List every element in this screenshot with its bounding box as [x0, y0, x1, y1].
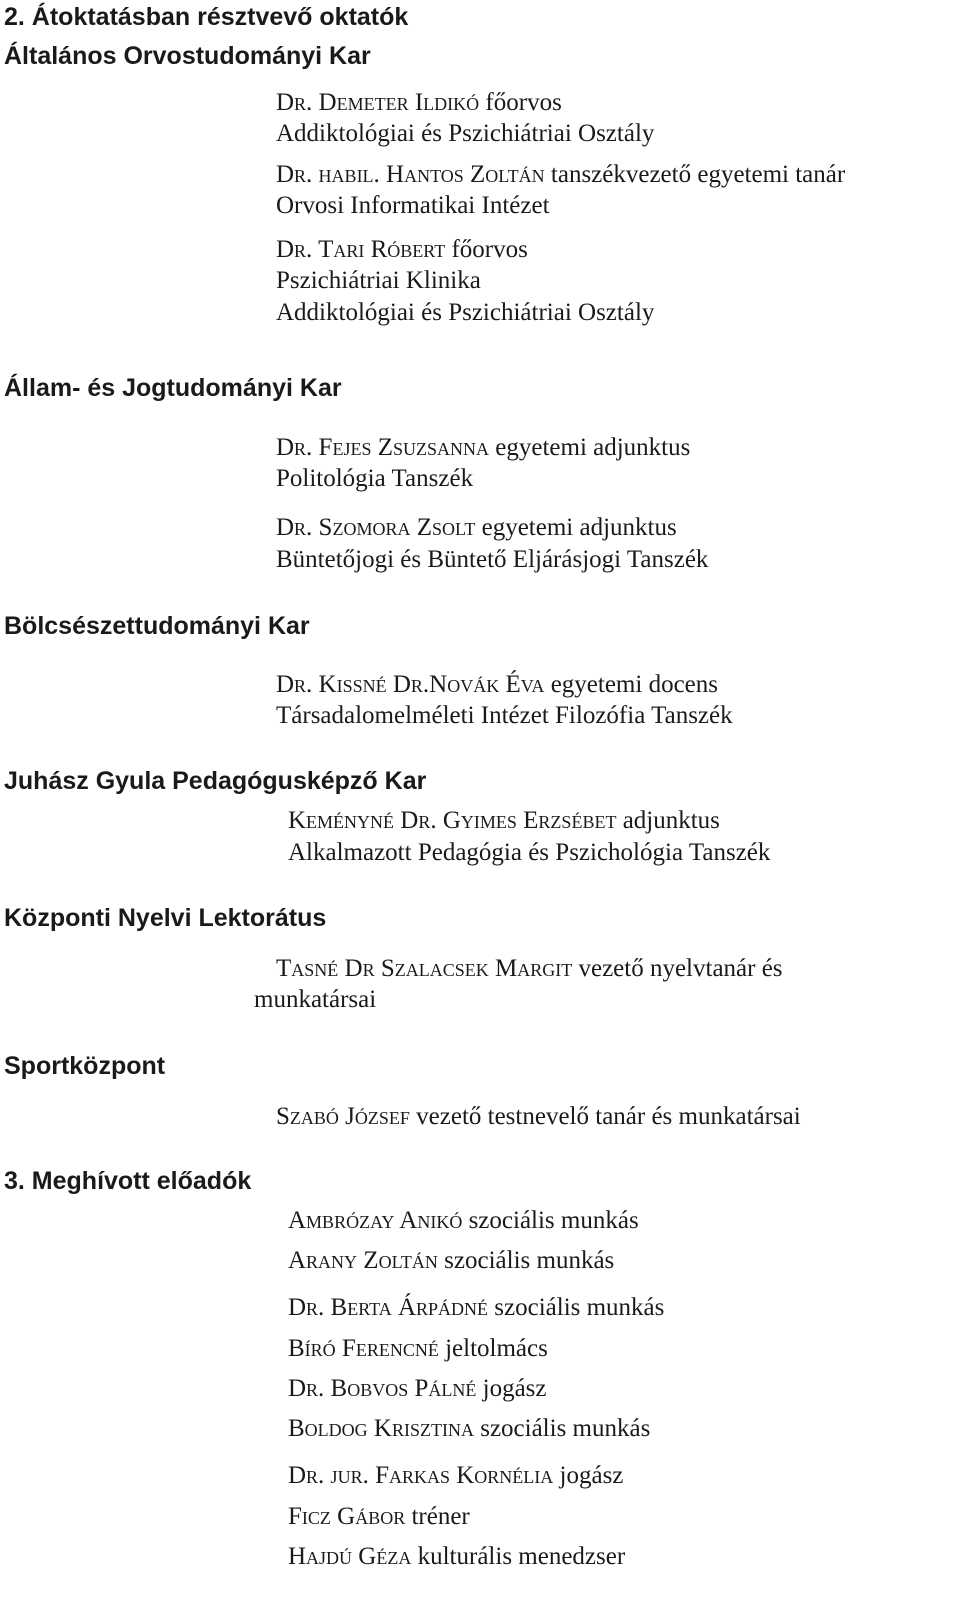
instructor-entry [276, 954, 783, 984]
instructor-entry [276, 513, 677, 543]
instructor-unit: Alkalmazott Pedagógia és Pszichológia Tanszék [288, 839, 771, 866]
instructor-role: főorvos [451, 236, 528, 263]
speaker-role: jogász [482, 1375, 547, 1402]
speaker-entry [288, 1334, 548, 1364]
instructor-entry [276, 235, 528, 265]
instructor-unit: Addiktológiai és Pszichiátriai Osztály [276, 299, 655, 326]
instructor-name: Dr. habil. Hantos Zoltán [276, 161, 545, 188]
faculty-heading-lektoratus: Központi Nyelvi Lektorátus [4, 904, 327, 932]
instructor-entry [276, 160, 845, 190]
speaker-name: Hajdú Géza [288, 1543, 412, 1570]
instructor-name: Szabó József [276, 1103, 410, 1130]
instructor-role: egyetemi docens [550, 671, 718, 698]
instructor-name: Tasné Dr Szalacsek Margit [276, 955, 573, 982]
instructor-name: Dr. Tari Róbert [276, 236, 446, 263]
instructor-role: tanszékvezető egyetemi tanár [550, 161, 846, 188]
speaker-role: jeltolmács [445, 1335, 548, 1362]
speaker-name: Ambrózay Anikó [288, 1207, 463, 1234]
section-3-title: 3. Meghívott előadók [4, 1167, 252, 1195]
instructor-unit: Politológia Tanszék [276, 465, 474, 492]
speaker-entry [288, 1461, 623, 1491]
speaker-name: Dr. Bobvos Pálné [288, 1375, 477, 1402]
speaker-name: Dr. jur. Farkas Kornélia [288, 1462, 554, 1489]
speaker-entry [288, 1542, 625, 1572]
instructor-name: Dr. Kissné Dr.Novák Éva [276, 671, 545, 698]
speaker-name: Dr. Berta Árpádné [288, 1294, 489, 1321]
faculty-heading-jgypk: Juhász Gyula Pedagógusképző Kar [4, 767, 427, 795]
speaker-name: Bíró Ferencné [288, 1335, 439, 1362]
speaker-entry [288, 1414, 650, 1444]
speaker-role: kulturális menedzser [417, 1543, 626, 1570]
instructor-role: vezető testnevelő tanár és munkatársai [416, 1103, 801, 1130]
instructor-unit: Addiktológiai és Pszichiátriai Osztály [276, 120, 655, 147]
speaker-role: tréner [411, 1503, 470, 1530]
speaker-role: jogász [559, 1462, 624, 1489]
instructor-role: egyetemi adjunktus [495, 434, 691, 461]
speaker-name: Boldog Krisztina [288, 1415, 474, 1442]
speaker-name: Ficz Gábor [288, 1503, 406, 1530]
faculty-heading-sportkozpont: Sportközpont [4, 1052, 166, 1080]
speaker-role: szociális munkás [480, 1415, 651, 1442]
speaker-role: szociális munkás [494, 1294, 665, 1321]
faculty-heading-btk: Bölcsészettudományi Kar [4, 612, 310, 640]
instructor-unit: Pszichiátriai Klinika [276, 267, 481, 294]
instructor-role-continued: munkatársai [254, 986, 377, 1013]
instructor-name: Keményné Dr. Gyimes Erzsébet [288, 807, 617, 834]
instructor-entry [288, 806, 720, 836]
instructor-entry [276, 88, 562, 118]
instructor-role: főorvos [485, 89, 562, 116]
speaker-entry [288, 1374, 547, 1404]
faculty-heading-aok: Általános Orvostudományi Kar [4, 42, 371, 70]
instructor-unit: Társadalomelméleti Intézet Filozófia Tanszék [276, 702, 733, 729]
instructor-role: adjunktus [622, 807, 720, 834]
speaker-entry [288, 1206, 639, 1236]
faculty-heading-ajk: Állam- és Jogtudományi Kar [4, 374, 342, 402]
instructor-entry [276, 670, 718, 700]
section-2-title: 2. Átoktatásban résztvevő oktatók [4, 3, 409, 31]
instructor-entry [276, 433, 690, 463]
speaker-entry [288, 1246, 614, 1276]
speaker-entry [288, 1293, 664, 1323]
instructor-unit: Orvosi Informatikai Intézet [276, 192, 550, 219]
instructor-entry [276, 1102, 801, 1132]
speaker-name: Arany Zoltán [288, 1247, 438, 1274]
instructor-role: egyetemi adjunktus [481, 514, 677, 541]
speaker-role: szociális munkás [444, 1247, 615, 1274]
speaker-role: szociális munkás [468, 1207, 639, 1234]
instructor-name: Dr. Fejes Zsuzsanna [276, 434, 490, 461]
instructor-name: Dr. Szomora Zsolt [276, 514, 476, 541]
instructor-role: vezető nyelvtanár és [578, 955, 783, 982]
speaker-entry [288, 1502, 470, 1532]
instructor-name: Dr. Demeter Ildikó [276, 89, 480, 116]
instructor-unit: Büntetőjogi és Büntető Eljárásjogi Tanszék [276, 546, 709, 573]
